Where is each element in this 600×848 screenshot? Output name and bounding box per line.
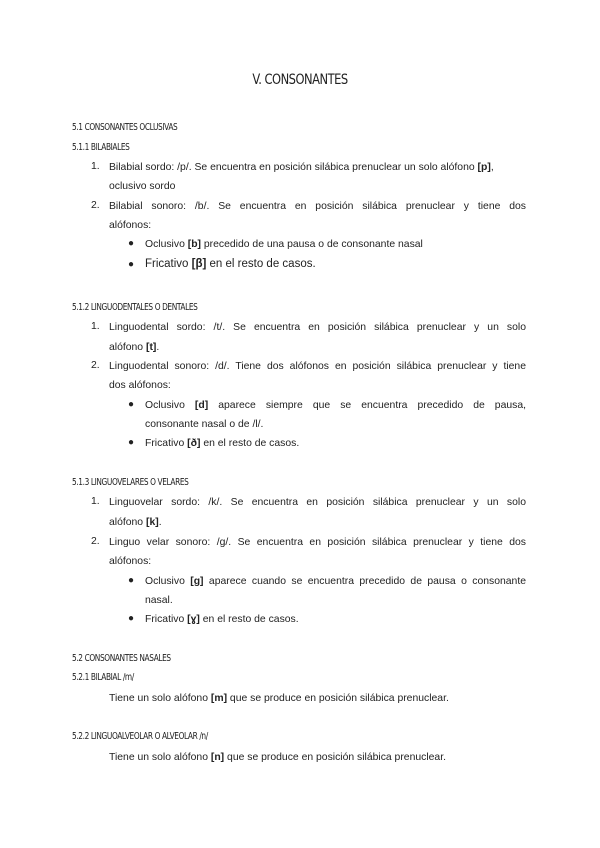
bullet-item-text: Fricativo [β] en el resto de casos.	[145, 258, 316, 270]
list-item-text-continued: alófono [k].	[109, 517, 162, 528]
section-heading-nasales: 5.2 CONSONANTES NASALES	[72, 653, 171, 664]
bullet-icon: ●	[128, 259, 135, 270]
list-item-text: Bilabial sordo: /p/. Se encuentra en posición silábica prenuclear un solo alófono [p],	[109, 162, 494, 173]
list-item-text: Linguodental sonoro: /d/. Tiene dos alófonos en posición silábica prenuclear y tiene	[109, 361, 526, 372]
section-heading-oclusivas: 5.1 CONSONANTES OCLUSIVAS	[72, 122, 178, 133]
bullet-icon: ●	[128, 399, 135, 410]
list-item-text: Linguovelar sordo: /k/. Se encuentra en posición silábica prenuclear y un solo	[109, 497, 526, 508]
bullet-icon: ●	[128, 575, 135, 586]
bullet-item-text: Fricativo [ð] en el resto de casos.	[145, 438, 300, 449]
list-item-text-continued: dos alófonos:	[109, 380, 171, 391]
bullet-item-text: Oclusivo [b] precedido de una pausa o de consonante nasal	[145, 239, 423, 250]
bullet-icon: ●	[128, 613, 135, 624]
list-item-text-continued: alófonos:	[109, 556, 152, 567]
list-number: 1.	[91, 321, 100, 332]
subsection-heading-bilabial-m: 5.2.1 BILABIAL /m/	[72, 672, 134, 683]
list-item-text: Linguo velar sonoro: /g/. Se encuentra en posición silábica prenuclear y tiene dos	[109, 537, 526, 548]
subsection-heading-alveolar-n: 5.2.2 LINGUOALVEOLAR O ALVEOLAR /n/	[72, 731, 208, 742]
bullet-item-text: Oclusivo [g] aparece cuando se encuentra precedido de pausa o consonante	[145, 576, 526, 587]
paragraph-text: Tiene un solo alófono [n] que se produce en posición silábica prenuclear.	[109, 752, 446, 763]
page-title: V. CONSONANTES	[252, 72, 348, 88]
subsection-heading-bilabiales: 5.1.1 BILABIALES	[72, 142, 130, 153]
list-number: 2.	[91, 200, 100, 211]
list-number: 2.	[91, 536, 100, 547]
list-item-text-continued: alófono [t].	[109, 342, 160, 353]
list-item-text-continued: oclusivo sordo	[109, 181, 176, 192]
bullet-item-text-continued: nasal.	[145, 595, 173, 606]
list-number: 2.	[91, 360, 100, 371]
list-item-text: Bilabial sonoro: /b/. Se encuentra en posición silábica prenuclear y tiene dos	[109, 201, 526, 212]
list-item-text-continued: alófonos:	[109, 220, 152, 231]
list-number: 1.	[91, 161, 100, 172]
list-number: 1.	[91, 496, 100, 507]
subsection-heading-linguodentales: 5.1.2 LINGUODENTALES O DENTALES	[72, 302, 198, 313]
bullet-item-text: Fricativo [ɣ] en el resto de casos.	[145, 614, 299, 625]
paragraph-text: Tiene un solo alófono [m] que se produce en posición silábica prenuclear.	[109, 693, 449, 704]
bullet-item-text-continued: consonante nasal o de /l/.	[145, 419, 264, 430]
bullet-icon: ●	[128, 437, 135, 448]
bullet-icon: ●	[128, 238, 135, 249]
subsection-heading-linguovelares: 5.1.3 LINGUOVELARES O VELARES	[72, 477, 189, 488]
bullet-item-text: Oclusivo [d] aparece siempre que se encuentra precedido de pausa,	[145, 400, 526, 411]
list-item-text: Linguodental sordo: /t/. Se encuentra en posición silábica prenuclear y un solo	[109, 322, 526, 333]
